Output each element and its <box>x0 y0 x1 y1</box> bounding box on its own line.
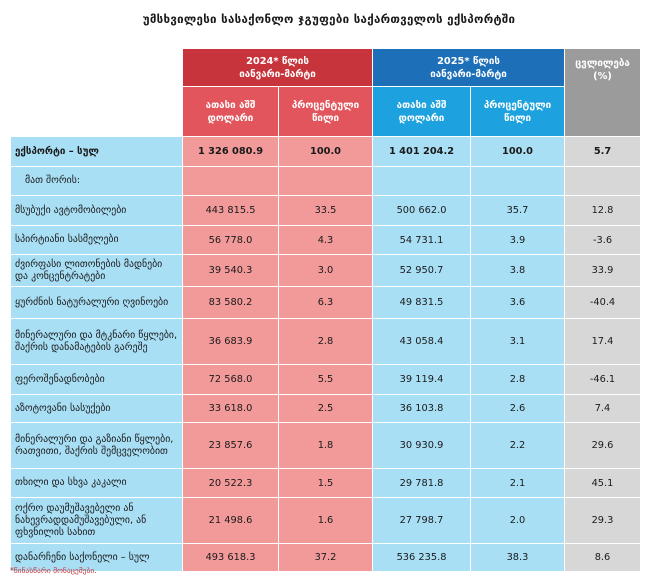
value-2025: 1 401 204.2 <box>373 137 471 167</box>
value-2025: 39 119.4 <box>373 365 471 395</box>
share-2025: 3.6 <box>471 287 565 319</box>
value-2024: 36 683.9 <box>183 319 279 365</box>
share-2024: 1.8 <box>279 423 373 469</box>
header-2024-value-label: ათასი აშშ დოლარი <box>205 99 256 124</box>
share-2024: 4.3 <box>279 226 373 255</box>
table-row <box>11 469 641 498</box>
value-2025 <box>373 167 471 196</box>
share-2024: 33.5 <box>279 196 373 226</box>
change-value: -40.4 <box>565 287 641 319</box>
header-2025-share-label: პროცენტული წილი <box>483 99 552 124</box>
row-label: ოქრო დაუმუშავებელი ან ნახევრადდამუშავებული, ან ფხვნილის სახით <box>11 498 183 544</box>
table-row <box>11 544 641 572</box>
header-2024-share <box>279 87 373 137</box>
header-change <box>565 49 641 137</box>
row-label: მინერალური და გაზიანი წყლები, რათვითი, შაქრის შემცველობით <box>11 423 183 469</box>
value-2024: 72 568.0 <box>183 365 279 395</box>
header-blank <box>11 49 183 87</box>
value-2024: 83 580.2 <box>183 287 279 319</box>
table-row <box>11 255 641 287</box>
value-2024: 33 618.0 <box>183 395 279 423</box>
table-row <box>11 498 641 544</box>
value-2025: 54 731.1 <box>373 226 471 255</box>
change-value: -3.6 <box>565 226 641 255</box>
row-label: თხილი და სხვა კაკალი <box>11 469 183 498</box>
share-2024: 1.5 <box>279 469 373 498</box>
share-2025: 2.1 <box>471 469 565 498</box>
value-2024 <box>183 167 279 196</box>
value-2025: 36 103.8 <box>373 395 471 423</box>
header-2025-value <box>373 87 471 137</box>
share-2025 <box>471 167 565 196</box>
export-table <box>10 48 641 572</box>
page-title: უმსხვილესი სასაქონლო ჯგუფები საქართველოს ექსპორტში <box>142 12 516 26</box>
share-2024: 1.6 <box>279 498 373 544</box>
value-2024: 56 778.0 <box>183 226 279 255</box>
change-value: 5.7 <box>565 137 641 167</box>
change-value: 7.4 <box>565 395 641 423</box>
share-2024: 100.0 <box>279 137 373 167</box>
row-label: სპირტიანი სასმელები <box>11 226 183 255</box>
value-2024: 23 857.6 <box>183 423 279 469</box>
row-label: ყურძნის ნატურალური ღვინოები <box>11 287 183 319</box>
share-2025: 38.3 <box>471 544 565 572</box>
row-label: მსუბუქი ავტომობილები <box>11 196 183 226</box>
table-row <box>11 395 641 423</box>
header-2024-label: 2024* წლის იანვარი-მარტი <box>239 55 316 80</box>
header-row-units <box>11 87 641 137</box>
change-value: -46.1 <box>565 365 641 395</box>
share-2025: 2.0 <box>471 498 565 544</box>
value-2024: 39 540.3 <box>183 255 279 287</box>
change-value: 8.6 <box>565 544 641 572</box>
header-2025-label: 2025* წლის იანვარი-მარტი <box>430 55 507 80</box>
share-2024: 5.5 <box>279 365 373 395</box>
change-value: 29.3 <box>565 498 641 544</box>
value-2025: 536 235.8 <box>373 544 471 572</box>
row-label: მინერალური და მტკნარი წყლები, შაქრის დანამატების გარეშე <box>11 319 183 365</box>
header-2024 <box>183 49 373 87</box>
table-row <box>11 137 641 167</box>
row-label: ექსპორტი – სულ <box>11 137 183 167</box>
table-row <box>11 365 641 395</box>
share-2025: 3.9 <box>471 226 565 255</box>
value-2025: 30 930.9 <box>373 423 471 469</box>
change-value: 17.4 <box>565 319 641 365</box>
table-row <box>11 319 641 365</box>
value-2024: 443 815.5 <box>183 196 279 226</box>
table-row <box>11 196 641 226</box>
value-2025: 500 662.0 <box>373 196 471 226</box>
change-value: 33.9 <box>565 255 641 287</box>
share-2025: 3.8 <box>471 255 565 287</box>
share-2024: 6.3 <box>279 287 373 319</box>
share-2024: 37.2 <box>279 544 373 572</box>
value-2024: 20 522.3 <box>183 469 279 498</box>
share-2025: 2.6 <box>471 395 565 423</box>
row-label: დანარჩენი საქონელი – სულ <box>11 544 183 572</box>
value-2025: 52 950.7 <box>373 255 471 287</box>
table-row <box>11 226 641 255</box>
footnote: *წინასწარი მონაცემები. <box>10 566 97 575</box>
change-value: 29.6 <box>565 423 641 469</box>
value-2025: 43 058.4 <box>373 319 471 365</box>
table-row <box>11 167 641 196</box>
share-2024: 2.8 <box>279 319 373 365</box>
share-2025: 100.0 <box>471 137 565 167</box>
value-2025: 27 798.7 <box>373 498 471 544</box>
header-2025 <box>373 49 565 87</box>
header-change-label: ცვლილება (%) <box>575 58 630 82</box>
share-2024: 3.0 <box>279 255 373 287</box>
value-2025: 49 831.5 <box>373 287 471 319</box>
share-2024 <box>279 167 373 196</box>
value-2025: 29 781.8 <box>373 469 471 498</box>
row-label: მათ შორის: <box>11 167 183 196</box>
share-2025: 35.7 <box>471 196 565 226</box>
row-label: აზოტოვანი სასუქები <box>11 395 183 423</box>
value-2024: 21 498.6 <box>183 498 279 544</box>
header-2024-share-label: პროცენტული წილი <box>291 99 360 124</box>
header-row-periods <box>11 49 641 87</box>
table-row <box>11 423 641 469</box>
change-value <box>565 167 641 196</box>
share-2025: 2.8 <box>471 365 565 395</box>
share-2025: 2.2 <box>471 423 565 469</box>
value-2024: 493 618.3 <box>183 544 279 572</box>
table-row <box>11 287 641 319</box>
value-2024: 1 326 080.9 <box>183 137 279 167</box>
change-value: 12.8 <box>565 196 641 226</box>
header-2025-share <box>471 87 565 137</box>
header-2024-value <box>183 87 279 137</box>
change-value: 45.1 <box>565 469 641 498</box>
row-label: ფეროშენადნობები <box>11 365 183 395</box>
row-label: ძვირფასი ლითონების მადნები და კონცენტრატები <box>11 255 183 287</box>
header-blank-2 <box>11 87 183 137</box>
header-2025-value-label: ათასი აშშ დოლარი <box>396 99 447 124</box>
share-2025: 3.1 <box>471 319 565 365</box>
share-2024: 2.5 <box>279 395 373 423</box>
